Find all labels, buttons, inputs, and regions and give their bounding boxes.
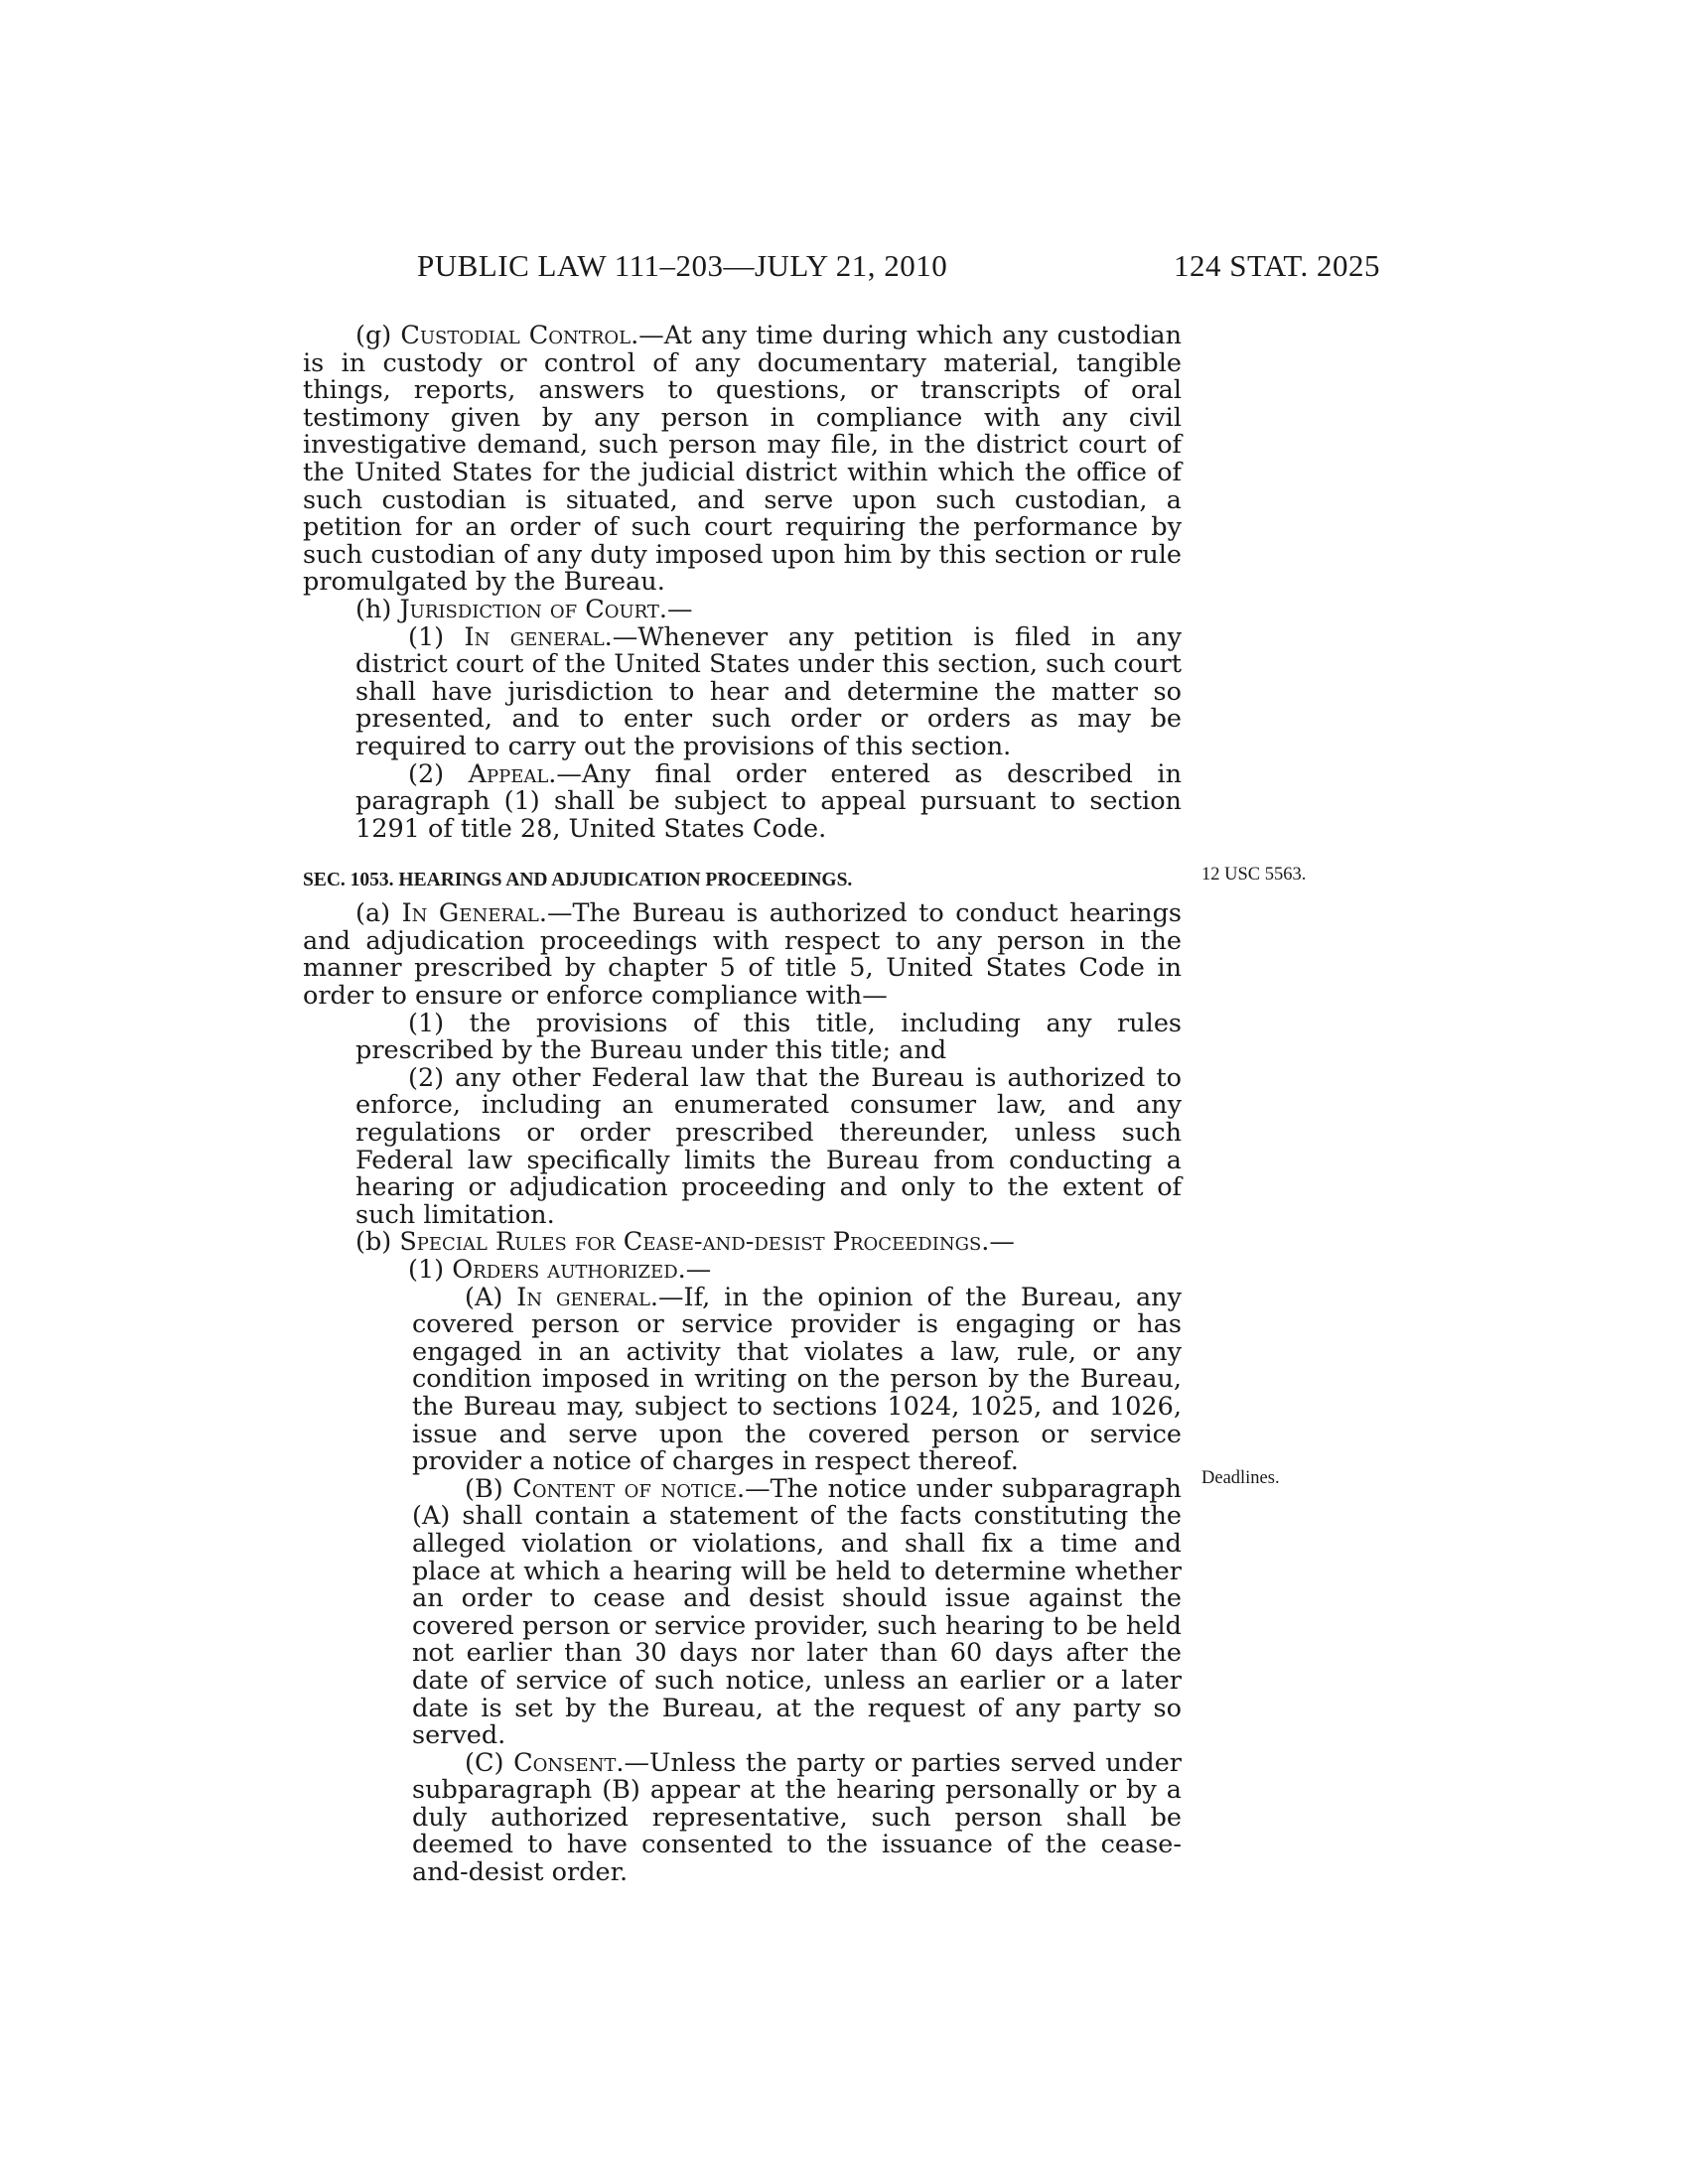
paragraph-b1-block (303, 1257, 1182, 1285)
subsection-b-dash: — (989, 1227, 1015, 1258)
paragraph-b1 (355, 1257, 1182, 1285)
subsection-h-label: (h) (355, 594, 400, 624)
paragraph-h1-heading: In general. (464, 621, 613, 652)
subparagraph-A (412, 1282, 1183, 1477)
subparagraph-B (412, 1473, 1182, 1751)
subsection-g-heading: Custodial Control. (400, 321, 639, 350)
subparagraph-C-label: (C) (465, 1747, 514, 1778)
subparagraph-A-heading: In general. (516, 1282, 659, 1312)
subsection-a-text: —The Bureau is authorized to conduct hearings and adjudication proceedings with respect to any person in the manner prescribed by chapter 5 of title 5, United States Code in order to ensure or enforce compliance with— (303, 898, 1182, 1012)
margin-note-usc: 12 USC 5563. (1201, 865, 1307, 885)
subsection-b (303, 1229, 1182, 1257)
section-heading-row (303, 863, 1182, 890)
subparagraph-A-text: —If, in the opinion of the Bureau, any covered person or service provider is engaging or has engaged in an activity that violates a law, rule, or any condition imposed in writing on the person by the Bureau, the Bureau may, subject to sections 1024, 1025, and 1026, issue and serve upon the covered person or service provider a notice of charges in respect thereof. (412, 1282, 1183, 1477)
subparagraph-C-heading: Consent. (513, 1747, 625, 1778)
subparagraph-B-label: (B) (465, 1473, 513, 1504)
paragraph-h1-text: —Whenever any petition is filed in any district court of the United States under this section, such court shall have jurisdiction to hear and determine the matter so presented, and to enter such order or orders as may be required to carry out the provisions of this section. (355, 621, 1182, 761)
paragraph-h2-heading: Appeal. (468, 758, 557, 789)
subsection-a-label: (a) (355, 898, 402, 929)
subparagraph-C (412, 1747, 1182, 1888)
subparagraph-B-heading: Content of notice. (512, 1473, 746, 1504)
paragraph-b1-label: (1) (408, 1255, 453, 1285)
paragraph-h1-block (303, 621, 1182, 844)
subsection-b-label: (b) (355, 1227, 400, 1258)
paragraph-h1 (355, 621, 1182, 761)
page-header (417, 248, 1380, 288)
subsection-g-label: (g) (355, 321, 401, 350)
section-heading: SEC. 1053. HEARINGS AND ADJUDICATION PROCEEDINGS. (303, 870, 853, 891)
subsection-h-dash: — (667, 594, 693, 624)
subparagraph-C-text: —Unless the party or parties served under subparagraph (B) appear at the hearing personally or by a duly authorized representative, such person shall be deemed to have consented to the issuance of the cease-and-desist order. (412, 1747, 1182, 1888)
subparagraph-A-label: (A) (465, 1282, 517, 1312)
paragraph-h2 (355, 758, 1182, 844)
subsection-a-heading: In General. (401, 898, 547, 929)
subsection-h-heading: Jurisdiction of Court. (399, 594, 668, 624)
paragraph-h2-label: (2) (408, 758, 469, 789)
subsection-b-heading: Special Rules for Cease-and-desist Proceedings. (399, 1227, 990, 1258)
body-text (303, 323, 1182, 1887)
paragraph-a1: (1) the provisions of this title, including any rules prescribed by the Bureau under this title; and (355, 1008, 1182, 1066)
stat-citation: 124 STAT. 2025 (1173, 248, 1380, 283)
margin-note-deadlines: Deadlines. (1201, 1468, 1280, 1488)
paragraph-h1-label: (1) (408, 621, 465, 652)
paragraph-b1-heading: Orders authorized. (452, 1255, 686, 1285)
paragraph-a-block (303, 1008, 1182, 1230)
subparagraph-block (303, 1282, 1183, 1888)
subsection-g-text: —At any time during which any custodian is in custody or control of any documentary material, tangible things, reports, answers to questions, or transcripts of oral testimony given by any person in compliance with any civil investigative demand, such person may file, in the district court of the United States for the judicial district within which the office of such custodian is situated, and serve upon such custodian, a petition for an order of such court requiring the performance by such custodian of any duty imposed upon him by this section or rule promulgated by the Bureau. (303, 321, 1182, 598)
subparagraph-B-text: —The notice under subparagraph (A) shall contain a statement of the facts constituting the alleged violation or violations, and shall fix a time and place at which a hearing will be held to determine whether an order to cease and desist should issue against the covered person or service provider, such hearing to be held not earlier than 30 days nor later than 60 days after the date of service of such notice, unless an earlier or a later date is set by the Bureau, at the request of any party so served. (412, 1473, 1182, 1751)
running-head: PUBLIC LAW 111–203—JULY 21, 2010 (417, 248, 948, 283)
paragraph-b1-dash: — (685, 1255, 712, 1285)
subsection-g (303, 323, 1182, 597)
subsection-a (303, 900, 1182, 1010)
paragraph-a2: (2) any other Federal law that the Bureau is authorized to enforce, including an enumerated consumer law, and any regulations or order prescribed thereunder, unless such Federal law specifically limits the Bureau from conducting a hearing or adjudication proceeding and only to the extent of such limitation. (355, 1062, 1182, 1230)
subsection-h (303, 594, 1182, 624)
paragraph-h2-text: —Any final order entered as described in paragraph (1) shall be subject to appeal pursuant to section 1291 of title 28, United States Code. (355, 758, 1182, 844)
